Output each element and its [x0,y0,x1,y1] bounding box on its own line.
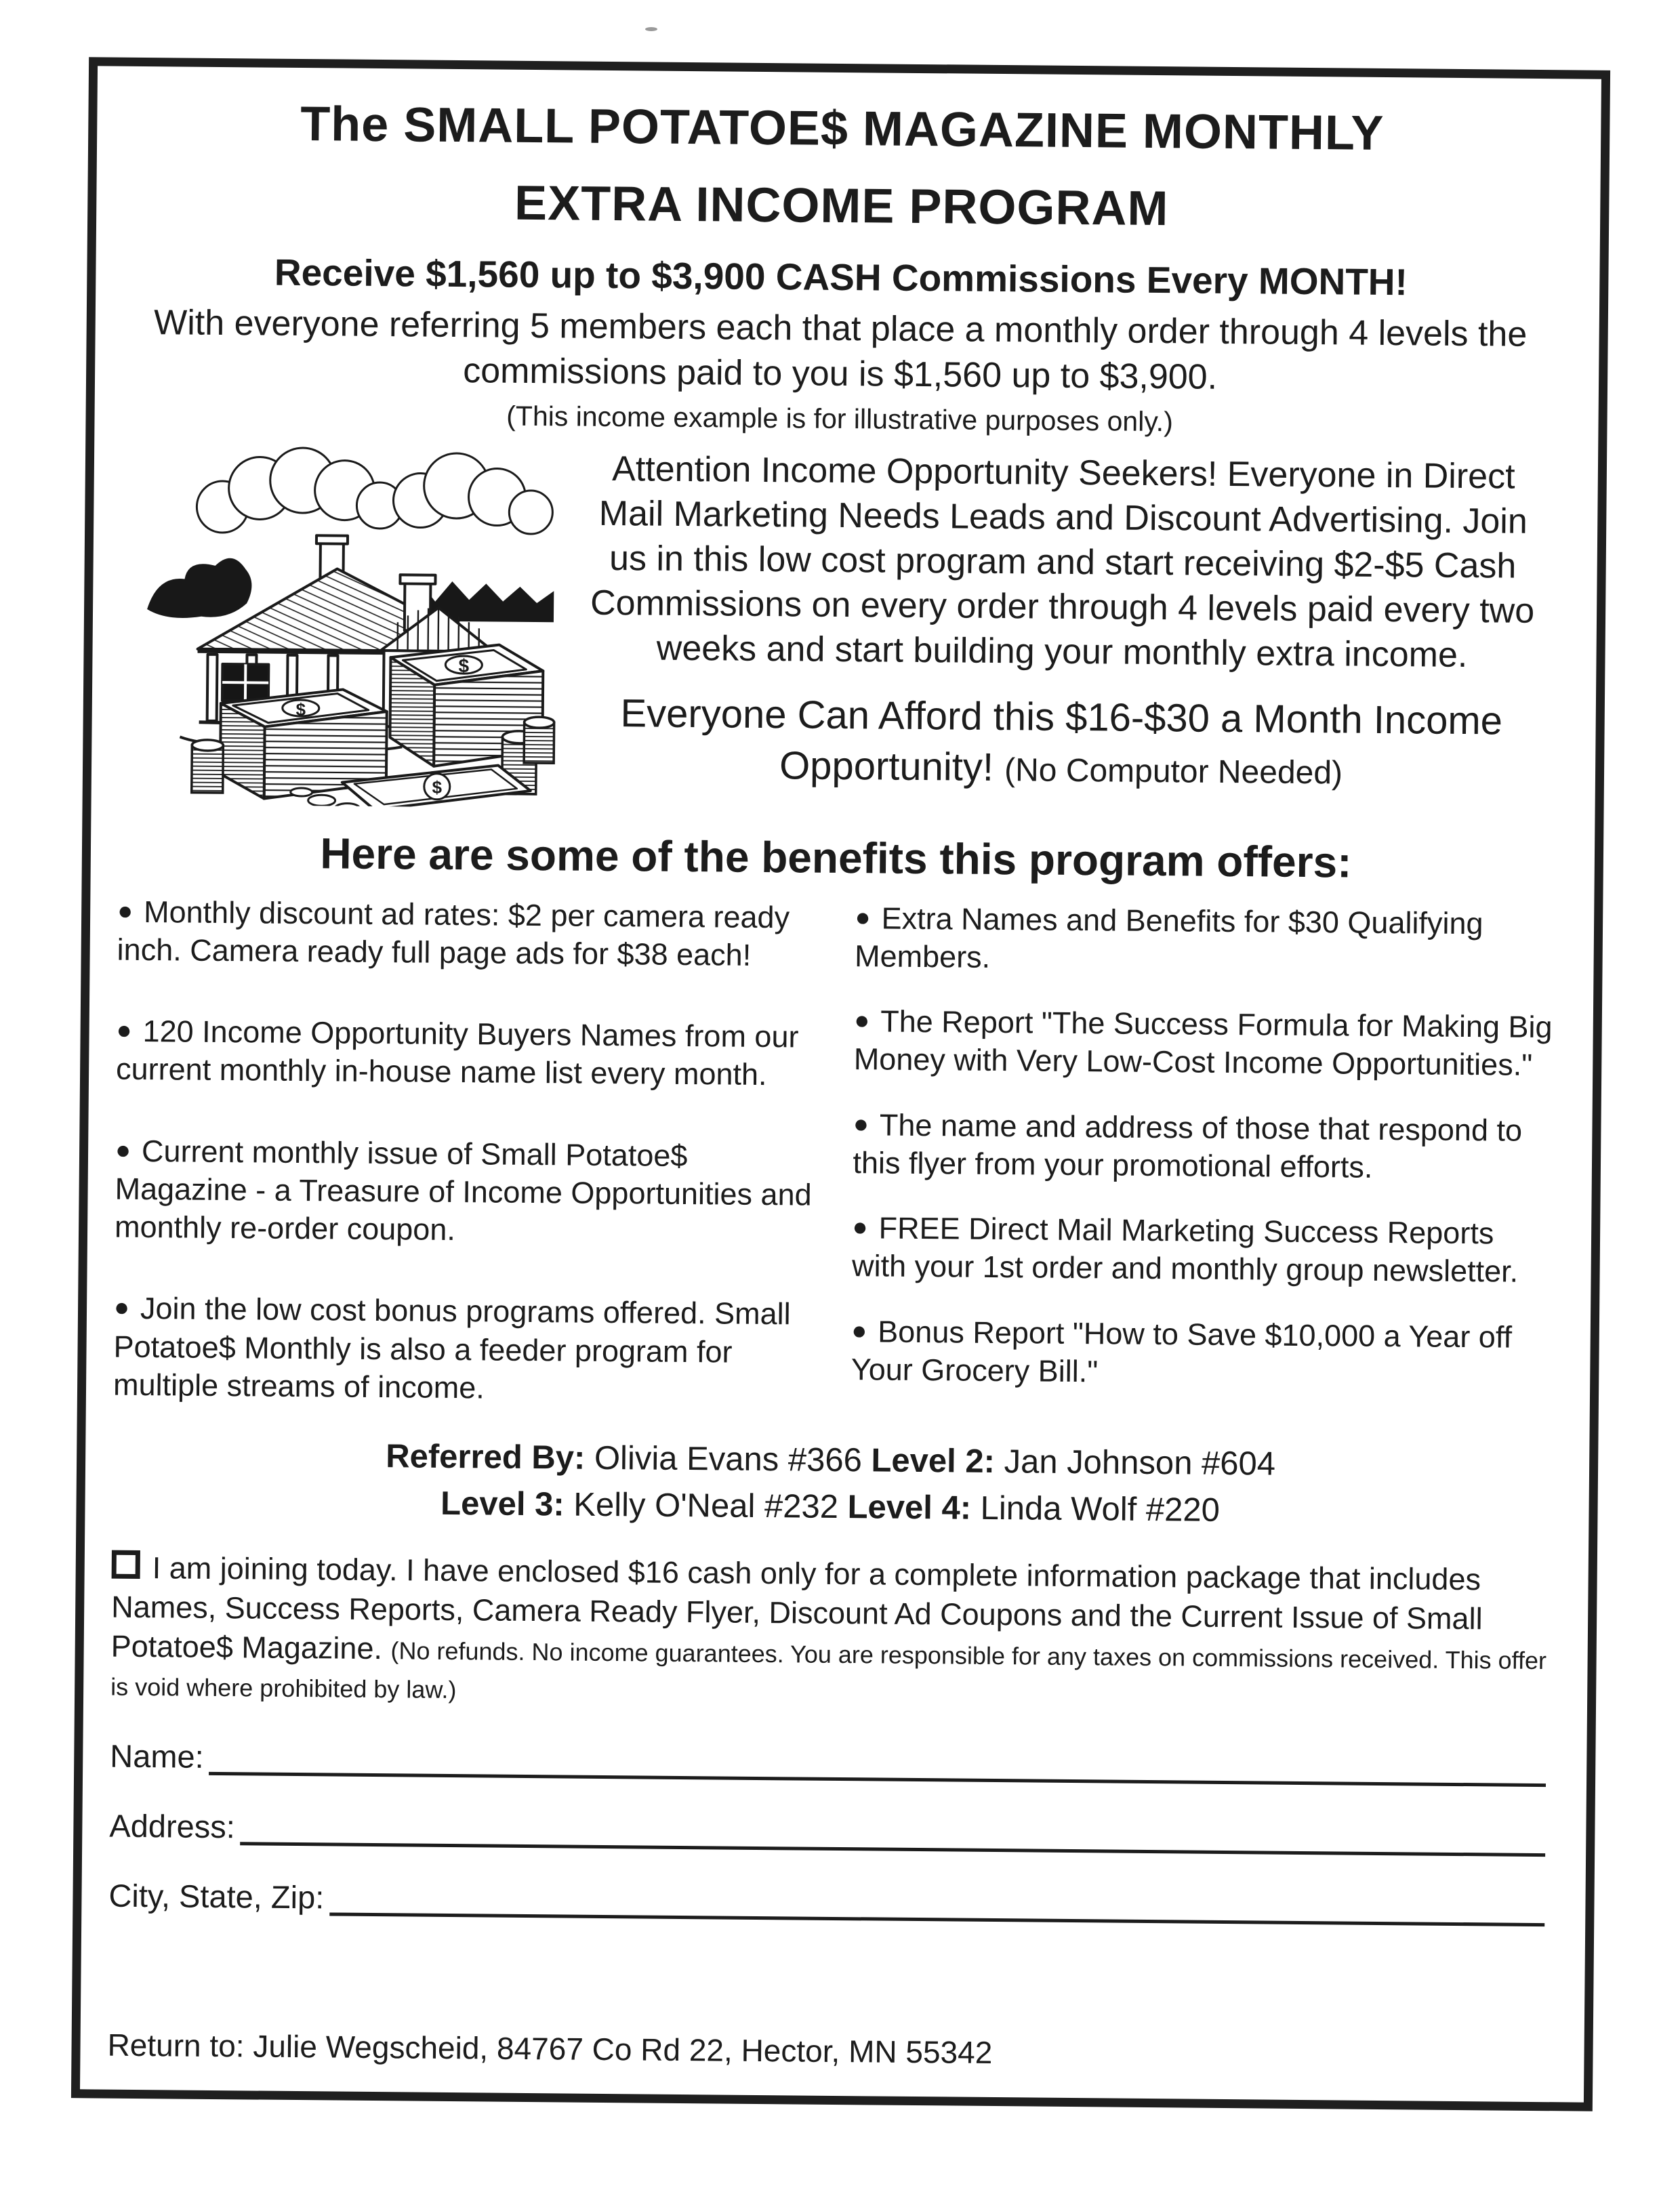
city-state-zip-field-label: City, State, Zip: [108,1877,325,1916]
form-row-name [110,1733,1546,1786]
list-item [117,892,815,974]
afford-note-text: (No Computor Needed) [1004,752,1343,791]
level2-label: Level 2: [871,1442,996,1481]
benefit-text: Join the low cost bonus programs offered. Small Potatoe$ Monthly is also a feeder program for multiple streams of income. [112,1291,791,1405]
list-item [855,899,1553,981]
benefit-text: The Report "The Success Formula for Making Big Money with Very Low-Cost Income Opportunities." [853,1004,1553,1083]
bullet-icon: ● [852,1213,868,1242]
form-row-address [109,1802,1545,1856]
level3-label: Level 3: [440,1485,565,1523]
list-item [851,1313,1550,1395]
return-to-line: Return to: Julie Wegscheid, 84767 Co Rd 22, Hector, MN 55342 [107,2027,993,2071]
benefits-heading: Here are some of the benefits this program offers: [320,828,1352,887]
bullet-icon: ● [853,1109,869,1139]
list-item [115,1132,814,1252]
bullet-icon: ● [116,1016,132,1046]
attention-paragraph: Attention Income Opportunity Seekers! Everyone in Direct Mail Marketing Needs Leads and Discount Advertising. Join us in this low cost program and start receiving $2-$5 Cash Commissions on every order through 4 levels paid every two weeks and start building your monthly extra income. [590,449,1535,675]
hero-text-column [559,442,1557,798]
city-state-zip-blank-line [329,1874,1545,1926]
house-money-illustration [119,438,562,811]
list-item [116,1012,815,1094]
benefits-columns [113,892,1554,1416]
level4-value: Linda Wolf #220 [970,1489,1221,1529]
bullet-icon: ● [854,1006,870,1035]
address-field-label: Address: [109,1807,236,1844]
form-row-city-state-zip [108,1872,1544,1926]
bullet-icon: ● [851,1316,867,1346]
illustrative-note: (This income example is for illustrative purposes only.) [506,400,1174,437]
flyer-border-box [71,57,1610,2111]
level3-value: Kelly O'Neal #232 [564,1486,848,1525]
commission-headline: Receive $1,560 up to $3,900 CASH Commissions Every MONTH! [274,251,1408,303]
bullet-icon: ● [115,1136,131,1165]
list-item [853,1106,1551,1188]
intro-paragraph: With everyone referring 5 members each that place a monthly order through 4 levels the commissions paid to you is $1,560 up to $3,900. [153,302,1528,397]
svg-text:$: $ [458,655,470,676]
benefit-text: FREE Direct Mail Marketing Success Reports with your 1st order and monthly group newsletter. [851,1210,1519,1289]
svg-text:$: $ [295,699,306,720]
address-field-blank-line [241,1804,1546,1857]
name-field-blank-line [209,1734,1546,1787]
svg-text:$: $ [432,777,443,798]
flyer-title-line2: EXTRA INCOME PROGRAM [514,176,1169,236]
name-field-label: Name: [110,1737,204,1775]
referred-by-block [112,1431,1549,1537]
scan-artifact [645,27,657,31]
join-main-text: I am joining today. I have enclosed $16 cash only for a complete information package that includes Names, Success Reports, Camera Ready Flyer, Discount Ad Coupons and the Current Issue of Small Potatoe$ Magazine. [110,1550,1483,1666]
level2-value: Jan Johnson #604 [994,1443,1276,1483]
benefit-text: Bonus Report "How to Save $10,000 a Year off Your Grocery Bill." [851,1314,1513,1389]
level4-label: Level 4: [847,1488,972,1527]
referred-by-value: Olivia Evans #366 [585,1439,872,1479]
join-paragraph [110,1548,1548,1717]
benefits-left-column [113,892,816,1409]
join-checkbox-icon [112,1550,140,1579]
bullet-icon: ● [117,896,134,926]
afford-main-text: Everyone Can Afford this $16-$30 a Month Income Opportunity! [620,690,1503,790]
referred-by-label: Referred By: [386,1438,586,1477]
benefits-right-column [851,899,1553,1416]
join-fine-print: (No refunds. No income guarantees. You are responsible for any taxes on commissions received. This offer is void where prohibited by law.) [110,1636,1547,1704]
hero-section [119,438,1558,819]
bullet-icon: ● [113,1294,130,1323]
list-item [113,1289,813,1410]
benefit-text: 120 Income Opportunity Buyers Names from our current monthly in-house name list every month. [115,1014,799,1092]
benefit-text: Current monthly issue of Small Potatoe$ Magazine - a Treasure of Income Opportunities and monthly re-order coupon. [114,1133,812,1247]
benefit-text: Extra Names and Benefits for $30 Qualifying Members. [854,901,1483,974]
afford-line [607,688,1515,798]
benefit-text: Monthly discount ad rates: $2 per camera ready inch. Camera ready full page ads for $38 each! [117,894,790,972]
benefit-text: The name and address of those that respond to this flyer from your promotional efforts. [853,1107,1523,1184]
list-item [854,1002,1553,1084]
bullet-icon: ● [855,903,871,932]
list-item [852,1209,1551,1291]
flyer-title-line1: The SMALL POTATOE$ MAGAZINE MONTHLY [300,96,1385,161]
